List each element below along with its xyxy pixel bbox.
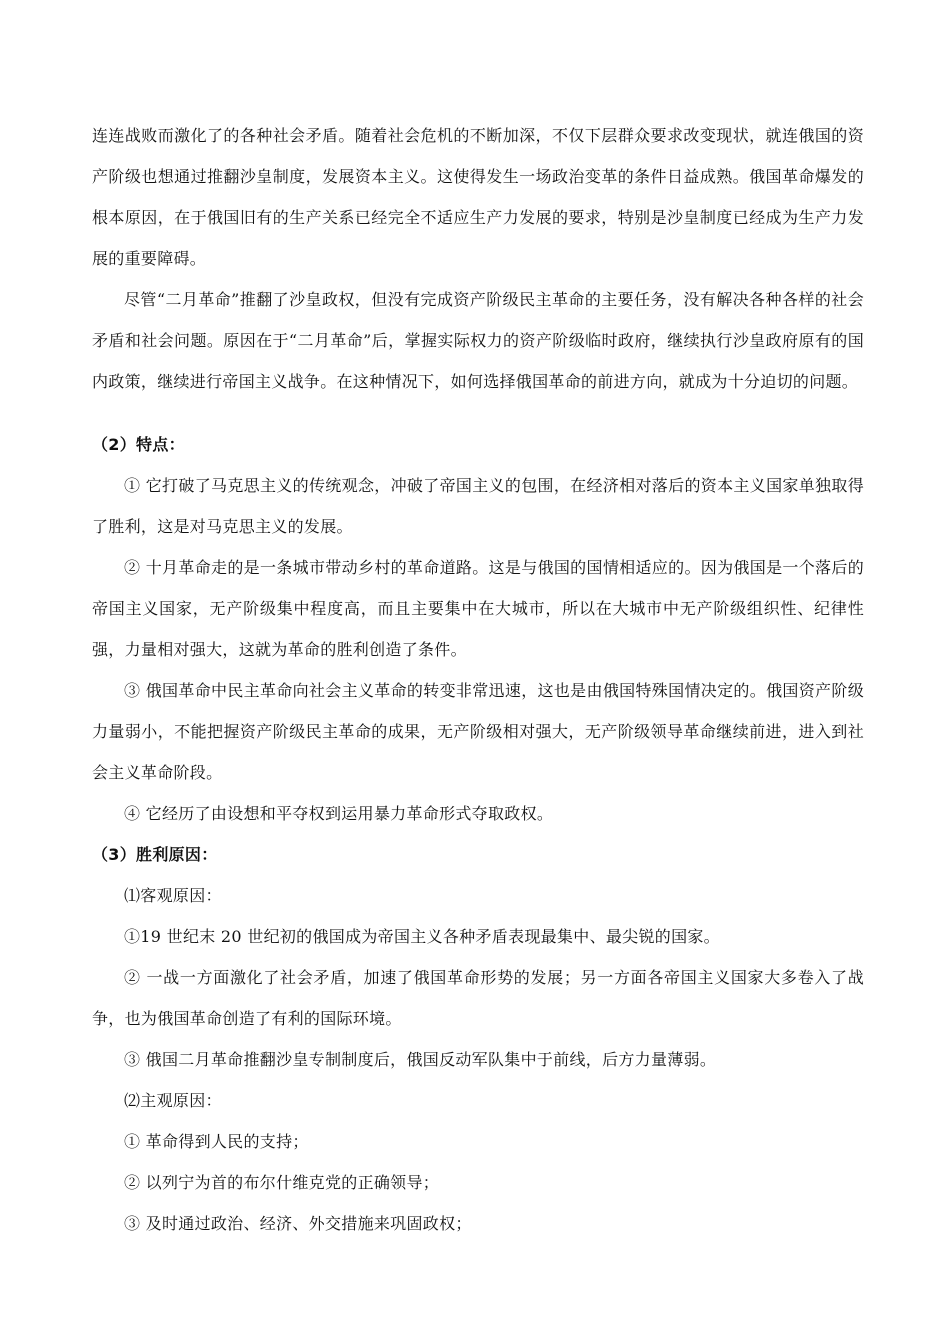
objective-reason-2: ② 一战一方面激化了社会矛盾，加速了俄国革命形势的发展；另一方面各帝国主义国家大多卷入了战争，也为俄国革命创造了有利的国际环境。 — [92, 968, 864, 1028]
subjective-reason-1: ① 革命得到人民的支持； — [124, 1132, 309, 1151]
document-body — [92, 115, 864, 1244]
feature-item-4: ④ 它经历了由设想和平夺权到运用暴力革命形式夺取政权。 — [124, 804, 554, 823]
subjective-reason-3: ③ 及时通过政治、经济、外交措施来巩固政权； — [124, 1214, 472, 1233]
section-heading-victory-reasons: （3）胜利原因： — [92, 845, 218, 864]
objective-reasons-label: ⑴客观原因： — [124, 886, 222, 905]
paragraph-february-revolution: 尽管“二月革命”推翻了沙皇政权，但没有完成资产阶级民主革命的主要任务，没有解决各种各样的社会矛盾和社会问题。原因在于“二月革命”后，掌握实际权力的资产阶级临时政府，继续执行沙皇政府原有的国内政策，继续进行帝国主义战争。在这种情况下，如何选择俄国革命的前进方向，就成为十分迫切的问题。 — [92, 290, 864, 391]
feature-item-2: ② 十月革命走的是一条城市带动乡村的革命道路。这是与俄国的国情相适应的。因为俄国是一个落后的帝国主义国家，无产阶级集中程度高，而且主要集中在大城市，所以在大城市中无产阶级组织性、纪律性强，力量相对强大，这就为革命的胜利创造了条件。 — [92, 558, 864, 659]
section-heading-features: （2）特点： — [92, 435, 185, 454]
section-spacer — [92, 402, 864, 424]
paragraph-causes: 连连战败而激化了的各种社会矛盾。随着社会危机的不断加深，不仅下层群众要求改变现状，就连俄国的资产阶级也想通过推翻沙皇制度，发展资本主义。这使得发生一场政治变革的条件日益成熟。俄国革命爆发的根本原因，在于俄国旧有的生产关系已经完全不适应生产力发展的要求，特别是沙皇制度已经成为生产力发展的重要障碍。 — [92, 126, 864, 268]
feature-item-1: ① 它打破了马克思主义的传统观念，冲破了帝国主义的包围，在经济相对落后的资本主义国家单独取得了胜利，这是对马克思主义的发展。 — [92, 476, 864, 536]
objective-reason-3: ③ 俄国二月革命推翻沙皇专制制度后，俄国反动军队集中于前线，后方力量薄弱。 — [124, 1050, 717, 1069]
subjective-reasons-label: ⑵主观原因： — [124, 1091, 222, 1110]
feature-item-3: ③ 俄国革命中民主革命向社会主义革命的转变非常迅速，这也是由俄国特殊国情决定的。俄国资产阶级力量弱小，不能把握资产阶级民主革命的成果，无产阶级相对强大，无产阶级领导革命继续前进，进入到社会主义革命阶段。 — [92, 681, 864, 782]
subjective-reason-2: ② 以列宁为首的布尔什维克党的正确领导； — [124, 1173, 440, 1192]
objective-reason-1: ①19 世纪末 20 世纪初的俄国成为帝国主义各种矛盾表现最集中、最尖锐的国家。 — [124, 927, 720, 946]
